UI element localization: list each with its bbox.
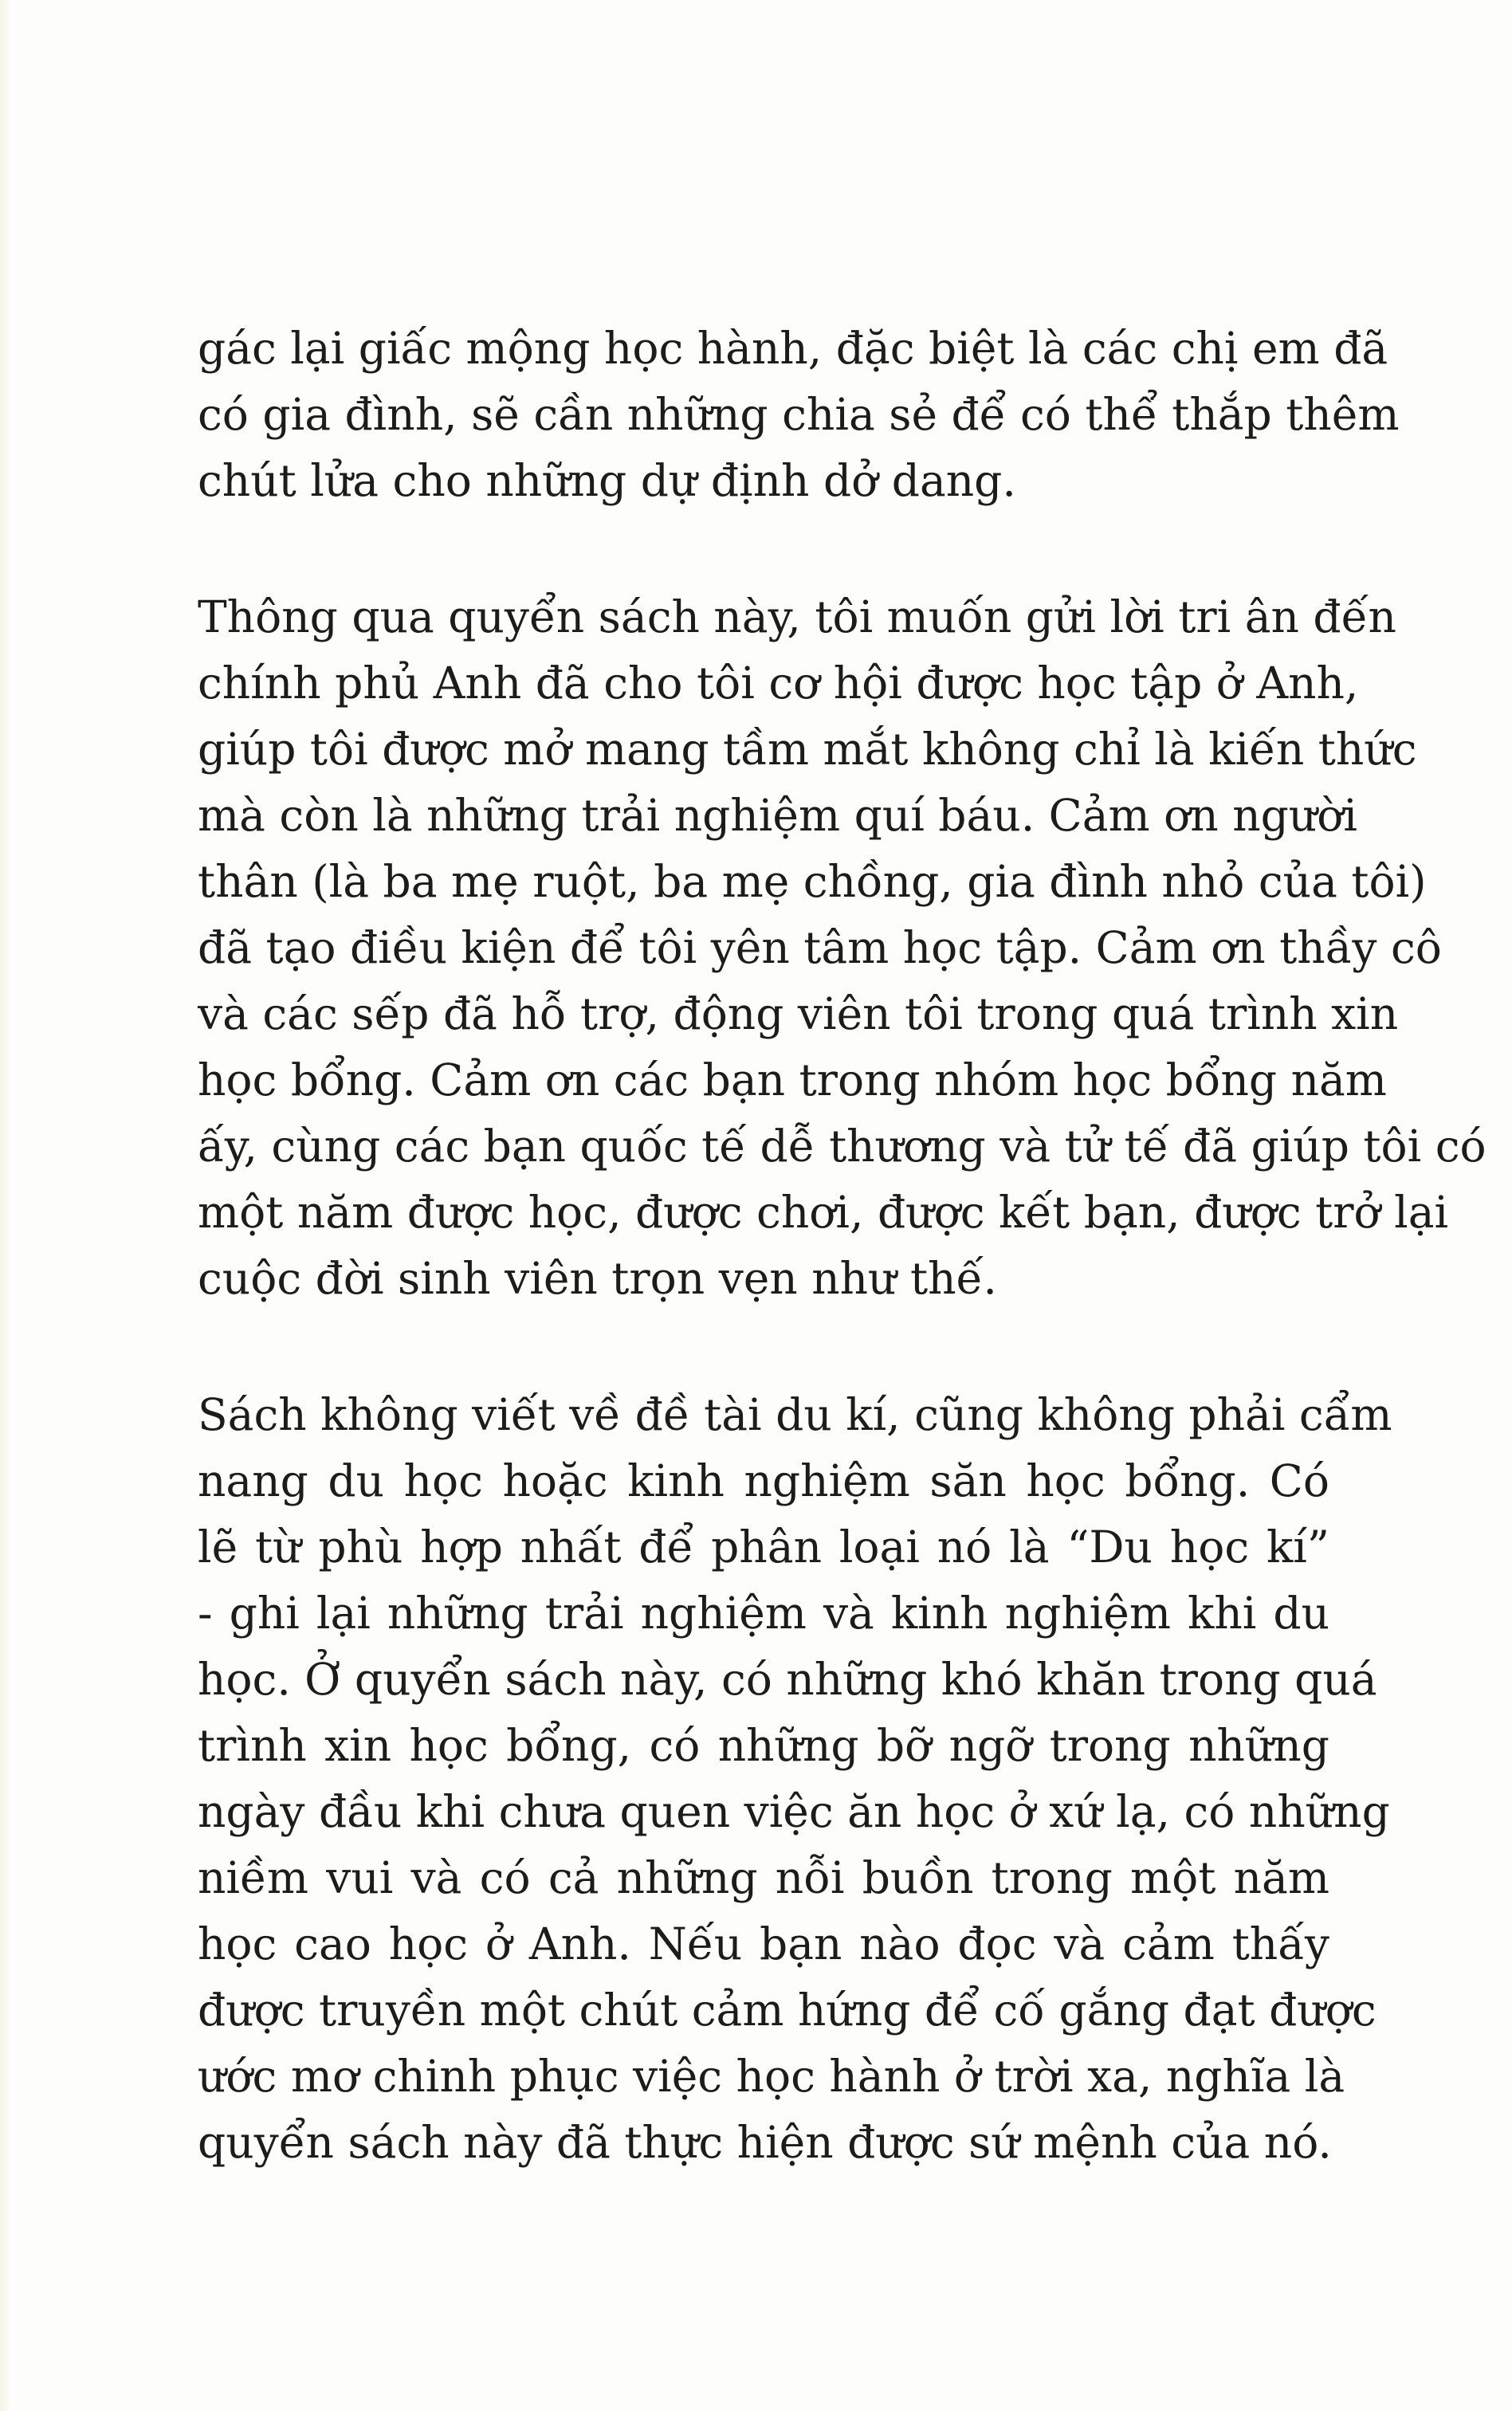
text-line: chút lửa cho những dự định dở dang. bbox=[198, 455, 1016, 506]
paragraph-3 bbox=[198, 1382, 1392, 2176]
paragraph-2 bbox=[198, 584, 1486, 1312]
text-line: học. Ở quyển sách này, có những khó khăn trong quá bbox=[198, 1654, 1377, 1705]
text-line: cuộc đời sinh viên trọn vẹn như thế. bbox=[198, 1253, 997, 1304]
text-line: có gia đình, sẽ cần những chia sẻ để có thể thắp thêm bbox=[198, 389, 1400, 440]
text-line: ấy, cùng các bạn quốc tế dễ thương và tử tế đã giúp tôi có bbox=[198, 1121, 1486, 1172]
text-line: lẽ từ phù hợp nhất để phân loại nó là “Du học kí” bbox=[198, 1522, 1329, 1573]
text-line: thân (là ba mẹ ruột, ba mẹ chồng, gia đình nhỏ của tôi) bbox=[198, 856, 1427, 907]
text-line: ước mơ chinh phục việc học hành ở trời xa, nghĩa là bbox=[198, 2051, 1345, 2102]
text-line: giúp tôi được mở mang tầm mắt không chỉ là kiến thức bbox=[198, 724, 1417, 775]
text-line: và các sếp đã hỗ trợ, động viên tôi trong quá trình xin bbox=[198, 988, 1399, 1039]
text-line: ngày đầu khi chưa quen việc ăn học ở xứ lạ, có những bbox=[198, 1786, 1390, 1837]
text-line: đã tạo điều kiện để tôi yên tâm học tập. Cảm ơn thầy cô bbox=[198, 922, 1442, 973]
text-line: - ghi lại những trải nghiệm và kinh nghiệm khi du bbox=[198, 1588, 1329, 1639]
paragraph-1 bbox=[198, 316, 1400, 514]
text-line: được truyền một chút cảm hứng để cố gắng đạt được bbox=[198, 1985, 1377, 2036]
text-line: trình xin học bổng, có những bỡ ngỡ trong những bbox=[198, 1720, 1329, 1771]
text-line: Sách không viết về đề tài du kí, cũng không phải cẩm bbox=[198, 1389, 1392, 1440]
text-line: học cao học ở Anh. Nếu bạn nào đọc và cảm thấy bbox=[198, 1918, 1329, 1969]
text-line: nang du học hoặc kinh nghiệm săn học bổng. Có bbox=[198, 1455, 1329, 1506]
text-line: Thông qua quyển sách này, tôi muốn gửi lời tri ân đến bbox=[198, 591, 1396, 642]
text-line: mà còn là những trải nghiệm quí báu. Cảm ơn người bbox=[198, 790, 1357, 841]
text-line: gác lại giấc mộng học hành, đặc biệt là các chị em đã bbox=[198, 323, 1388, 374]
text-line: niềm vui và có cả những nỗi buồn trong một năm bbox=[198, 1852, 1329, 1903]
book-page bbox=[198, 316, 1486, 2246]
text-line: học bổng. Cảm ơn các bạn trong nhóm học bổng năm bbox=[198, 1054, 1387, 1105]
text-line: quyển sách này đã thực hiện được sứ mệnh của nó. bbox=[198, 2117, 1332, 2168]
page-edge bbox=[0, 0, 11, 2411]
text-line: chính phủ Anh đã cho tôi cơ hội được học tập ở Anh, bbox=[198, 658, 1359, 709]
text-line: một năm được học, được chơi, được kết bạn, được trở lại bbox=[198, 1187, 1449, 1238]
